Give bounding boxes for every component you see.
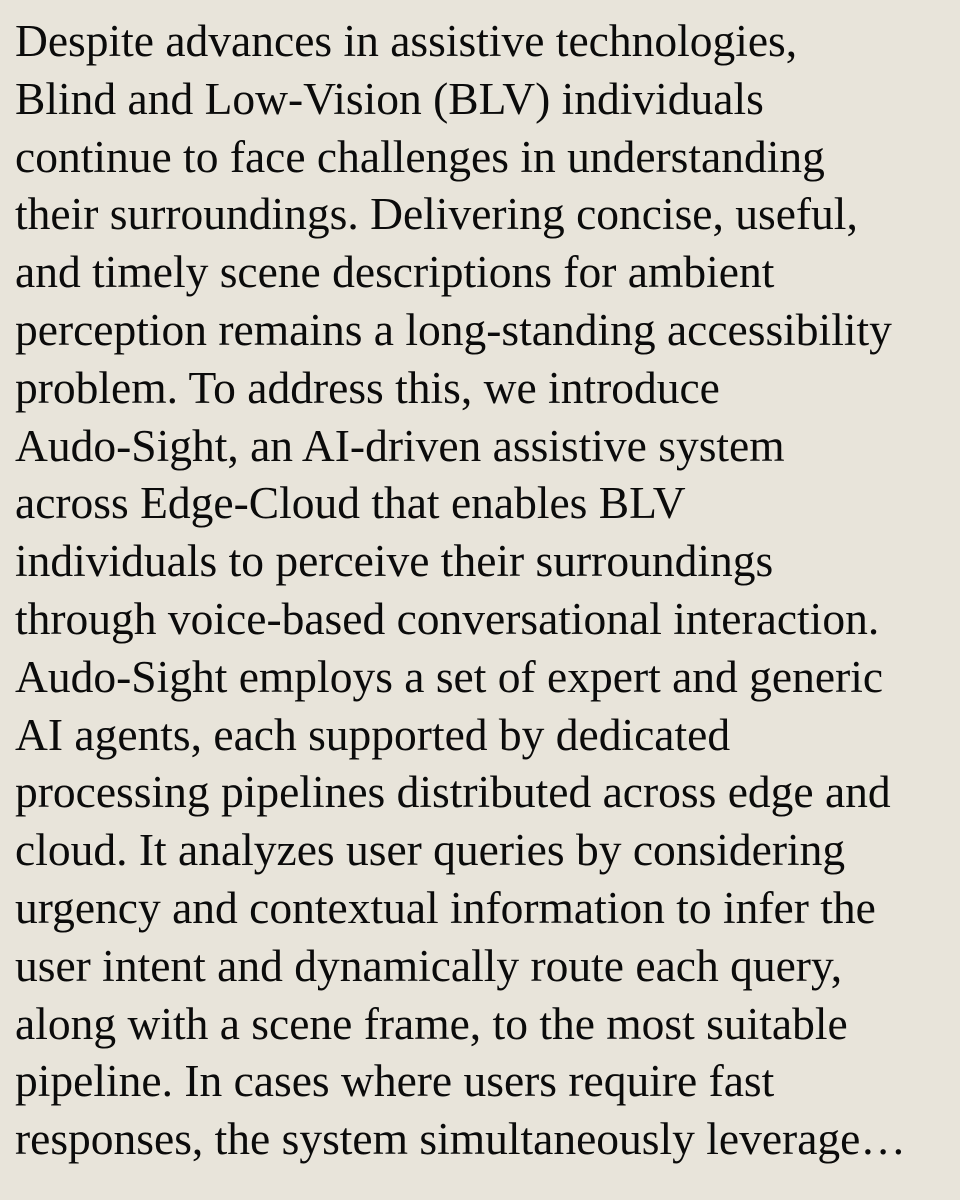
text-line-6: perception remains a long-standing accessibility <box>15 303 892 355</box>
text-line-17: user intent and dynamically route each query, <box>15 939 843 991</box>
text-line-13: AI agents, each supported by dedicated <box>15 708 731 760</box>
text-line-8: Audo-Sight, an AI-driven assistive system <box>15 419 785 471</box>
text-line-7: problem. To address this, we introduce <box>15 361 720 413</box>
text-line-15: cloud. It analyzes user queries by considering <box>15 824 846 876</box>
text-line-12: Audo-Sight employs a set of expert and generic <box>15 650 884 702</box>
text-line-2: Blind and Low-Vision (BLV) individuals <box>15 72 764 124</box>
text-line-1: Despite advances in assistive technologies, <box>15 15 798 66</box>
text-line-10: individuals to perceive their surroundings <box>15 535 774 587</box>
text-line-14: processing pipelines distributed across edge and <box>15 766 891 818</box>
text-line-16: urgency and contextual information to infer the <box>15 881 876 933</box>
text-line-5: and timely scene descriptions for ambient <box>15 246 775 298</box>
text-line-18: along with a scene frame, to the most suitable <box>15 997 848 1049</box>
text-line-20: responses, the system simultaneously leverage… <box>15 1113 906 1165</box>
abstract-paragraph <box>15 12 960 1168</box>
text-line-9: across Edge-Cloud that enables BLV <box>15 477 686 529</box>
text-line-11: through voice-based conversational interaction. <box>15 592 880 644</box>
text-line-3: continue to face challenges in understanding <box>15 130 825 182</box>
text-line-4: their surroundings. Delivering concise, useful, <box>15 188 858 240</box>
text-line-19: pipeline. In cases where users require fast <box>15 1055 775 1107</box>
